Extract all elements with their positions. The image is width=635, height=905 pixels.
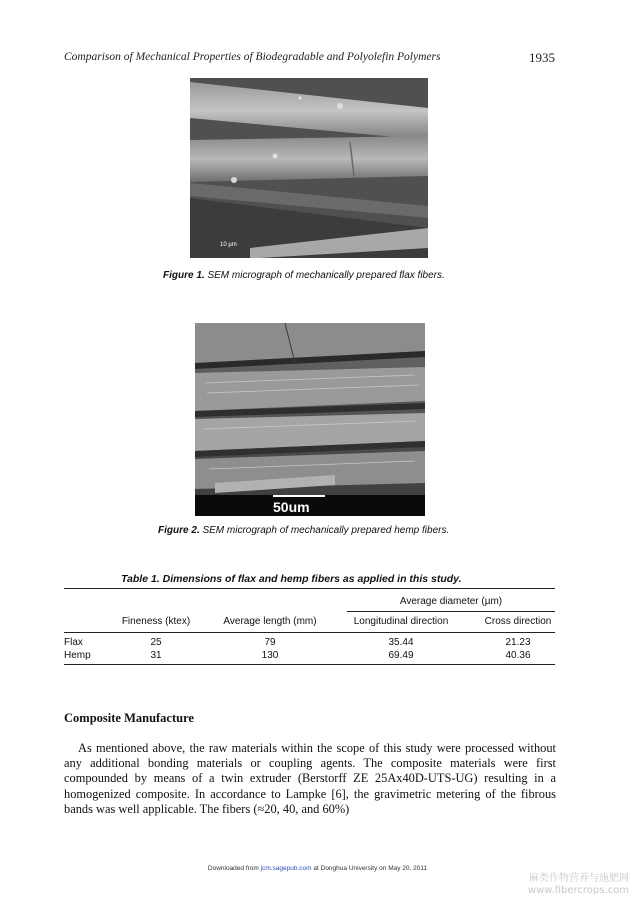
table-row-label: Flax <box>64 637 83 648</box>
table-cell: 40.36 <box>505 650 531 661</box>
table-column-header: Longitudinal direction <box>353 616 449 627</box>
section-heading: Composite Manufacture <box>64 711 194 725</box>
figure-1-caption <box>163 270 445 281</box>
table-column-header: Cross direction <box>484 616 552 627</box>
table-top-rule <box>64 588 555 589</box>
table-cell: 31 <box>150 650 162 661</box>
figure-2-caption-text: SEM micrograph of mechanically prepared hemp fibers. <box>199 525 450 536</box>
page-number: 1935 <box>529 50 555 65</box>
figure-1-sem-image <box>190 78 428 258</box>
footer-suffix: at Donghua University on May 20, 2011 <box>311 865 428 872</box>
footer-link[interactable]: jcm.sagepub.com <box>260 865 312 872</box>
table-cell: 21.23 <box>505 637 531 648</box>
table-cell: 130 <box>261 650 279 661</box>
table-header-rule <box>64 632 555 633</box>
figure-1-caption-text: SEM micrograph of mechanically prepared flax fibers. <box>204 270 445 281</box>
watermark-line: 麻类作物营养与施肥网 <box>529 873 629 884</box>
scale-bar <box>273 495 325 497</box>
table-bottom-rule <box>64 664 555 665</box>
figure-2-sem-image <box>195 323 425 516</box>
table-column-header: Fineness (ktex) <box>121 616 191 627</box>
flax-fibers-micrograph <box>190 78 428 258</box>
hemp-fibers-micrograph <box>195 323 425 516</box>
figure-2-caption <box>158 525 449 536</box>
table-group-header: Average diameter (µm) <box>399 596 503 607</box>
watermark-line: www.fibercrops.com <box>527 885 629 896</box>
body-text <box>64 741 556 817</box>
table-row-label: Hemp <box>64 650 91 661</box>
table-cell: 79 <box>264 637 276 648</box>
footer-prefix: Downloaded from <box>207 865 261 872</box>
table-1-title: Table 1. Dimensions of flax and hemp fibers as applied in this study. <box>121 573 462 585</box>
scale-bar-label: 50um <box>273 499 310 515</box>
figure-2-label: Figure 2. <box>158 525 200 536</box>
table-group-rule <box>347 611 555 612</box>
paragraph: As mentioned above, the raw materials within the scope of this study were processed without any additional bonding materials or coupling agents. The composite materials were first compounded by means of a twin extruder (Berstorff ZE 25Ax40D-UTS-UG) resulting in a homogenized composite. In accordance to Lampke [6], the gravimetric metering of the fibrous bands was well applicable. The fibers (≈20, 40, and 60%) <box>64 741 556 816</box>
table-cell: 25 <box>150 637 162 648</box>
table-cell: 69.49 <box>388 650 414 661</box>
watermark <box>528 873 629 897</box>
download-footer <box>0 865 635 872</box>
table-cell: 35.44 <box>388 637 414 648</box>
scale-bar-label: 10 µm <box>220 242 237 248</box>
figure-1-label: Figure 1. <box>163 270 205 281</box>
table-column-header: Average length (mm) <box>223 616 317 627</box>
running-head: Comparison of Mechanical Properties of Biodegradable and Polyolefin Polymers <box>64 51 441 63</box>
